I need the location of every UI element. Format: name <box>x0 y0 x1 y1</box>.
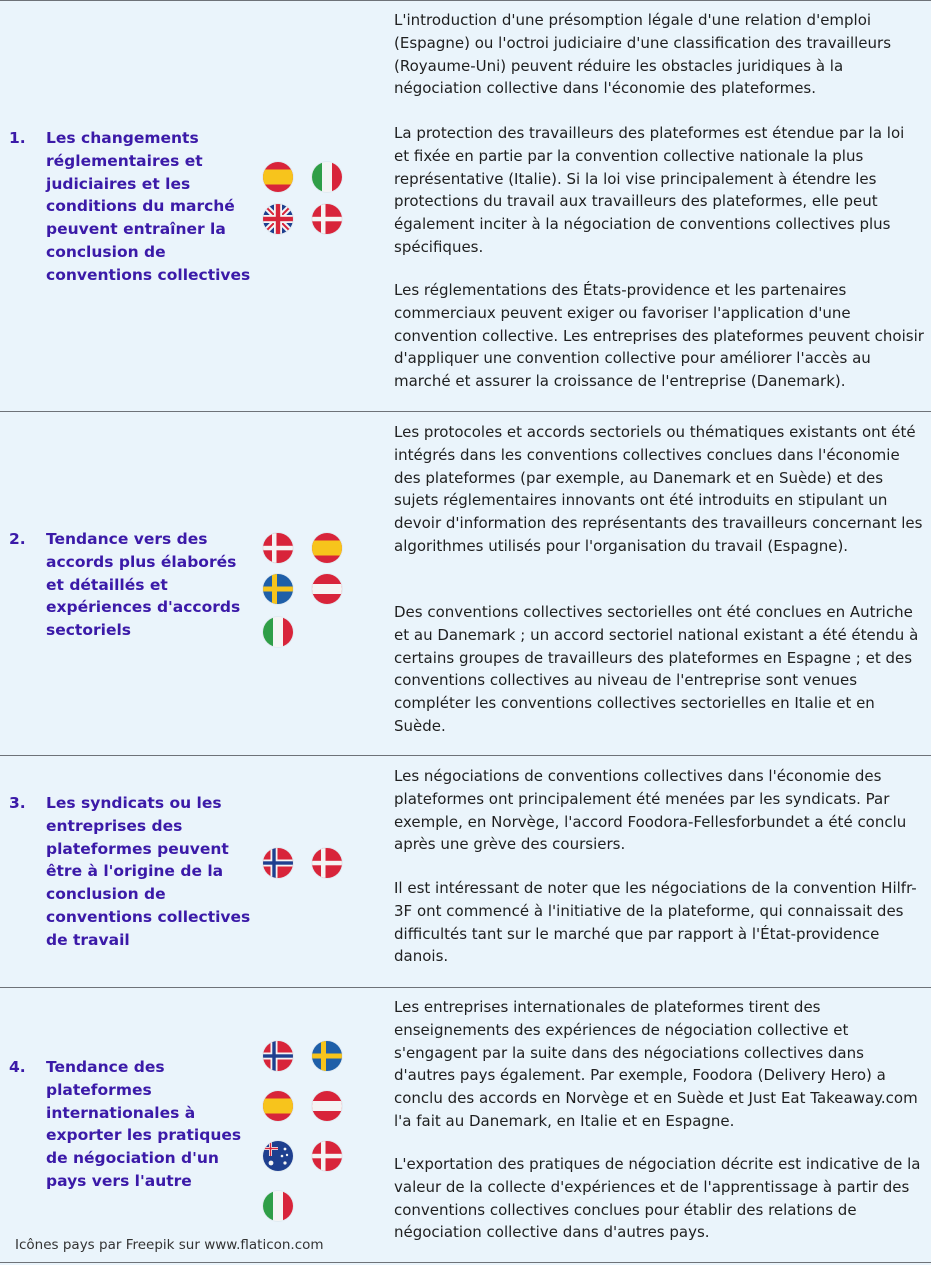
sweden-flag-icon <box>263 574 293 604</box>
spain-flag-icon <box>263 1091 293 1121</box>
bottom-divider <box>0 1262 931 1263</box>
italy-flag-icon <box>263 617 293 647</box>
row-title: Les changements réglementaires et judiciaires et les conditions du marché peuvent entraîner la conclusion de conventions collectives <box>46 129 251 284</box>
denmark-flag-icon <box>312 1141 342 1171</box>
icon-credit: Icônes pays par Freepik sur www.flaticon.com <box>15 1237 324 1253</box>
row-title: Tendance vers des accords plus élaborés et détaillés et expériences d'accords sectoriels <box>46 530 241 640</box>
row-paragraph: L'exportation des pratiques de négociation décrite est indicative de la valeur de la collecte d'expériences et de l'apprentissage à partir des conventions collectives conclues pour établir des relations de négociation collective dans d'autres pays. <box>394 1155 921 1242</box>
norway-flag-icon <box>263 1041 293 1071</box>
row-paragraph: Les réglementations des États-providence et les partenaires commerciaux peuvent exiger ou favoriser l'application d'une convention collective. Les entreprises des plateformes peuvent choisir d'appliquer une convention collective pour améliorer l'accès au marché et assurer la croissance de l'entreprise (Danemark). <box>394 281 924 391</box>
denmark-flag-icon <box>312 204 342 234</box>
uk-flag-icon <box>263 204 293 234</box>
italy-flag-icon <box>263 1191 293 1221</box>
row-3 <box>0 755 931 987</box>
row-paragraph: La protection des travailleurs des plateformes est étendue par la loi et fixée en partie par la convention collective nationale la plus représentative (Italie). Si la loi vise principalement à étendre les protections du travail aux travailleurs des plateformes, elle peut également inciter à la négociation de conventions collectives plus spécifiques. <box>394 124 905 256</box>
spain-flag-icon <box>263 162 293 192</box>
australia-flag-icon <box>263 1141 293 1171</box>
row-paragraph: L'introduction d'une présomption légale d'une relation d'emploi (Espagne) ou l'octroi judiciaire d'une classification des travailleurs (Royaume-Uni) peuvent réduire les obstacles juridiques à la négociation collective dans l'économie des plateformes. <box>394 11 892 98</box>
row-number: 2. <box>9 530 26 548</box>
row-paragraph: Les entreprises internationales de plateformes tirent des enseignements des expériences de négociation collective et s'engagent par la suite dans des négociations collectives dans d'autres pays également. Par exemple, Foodora (Delivery Hero) a conclu des accords en Norvège et en Suède et Just Eat Takeaway.com l'a fait au Danemark, en Italie et en Espagne. <box>394 998 918 1130</box>
austria-flag-icon <box>312 574 342 604</box>
row-number: 3. <box>9 794 26 812</box>
row-4 <box>0 987 931 1263</box>
sweden-flag-icon <box>312 1041 342 1071</box>
row-paragraph: Les protocoles et accords sectoriels ou thématiques existants ont été intégrés dans les conventions collectives conclues dans l'économie des plateformes (par exemple, au Danemark et en Suède) et des sujets réglementaires innovants ont été introduits en stipulant un devoir d'information des représentants des travailleurs concernant les algorithmes utilisés pour l'organisation du travail (Espagne). <box>394 423 923 555</box>
denmark-flag-icon <box>312 848 342 878</box>
row-1 <box>0 0 931 411</box>
row-paragraph: Des conventions collectives sectorielles ont été conclues en Autriche et au Danemark ; un accord sectoriel national existant a été étendu à certains groupes de travailleurs des plateformes en Espagne ; et des conventions collectives au niveau de l'entreprise sont venues compléter les conventions collectives sectorielles en Italie et en Suède. <box>394 603 919 735</box>
row-number: 1. <box>9 129 26 147</box>
row-title: Tendance des plateformes internationales à exporter les pratiques de négociation d'un pays vers l'autre <box>46 1058 242 1190</box>
italy-flag-icon <box>312 162 342 192</box>
denmark-flag-icon <box>263 533 293 563</box>
row-number: 4. <box>9 1058 26 1076</box>
spain-flag-icon <box>312 533 342 563</box>
row-title: Les syndicats ou les entreprises des plateformes peuvent être à l'origine de la conclusion de conventions collectives de travail <box>46 794 251 949</box>
row-paragraph: Les négociations de conventions collectives dans l'économie des plateformes ont principalement été menées par les syndicats. Par exemple, en Norvège, l'accord Foodora-Fellesforbundet a été conclu après une grève des coursiers. <box>394 767 907 854</box>
norway-flag-icon <box>263 848 293 878</box>
austria-flag-icon <box>312 1091 342 1121</box>
row-2 <box>0 411 931 755</box>
row-paragraph: Il est intéressant de noter que les négociations de la convention Hilfr-3F ont commencé à l'initiative de la plateforme, qui connaissait des difficultés tant sur le marché que par rapport à l'État-providence danois. <box>394 879 917 966</box>
